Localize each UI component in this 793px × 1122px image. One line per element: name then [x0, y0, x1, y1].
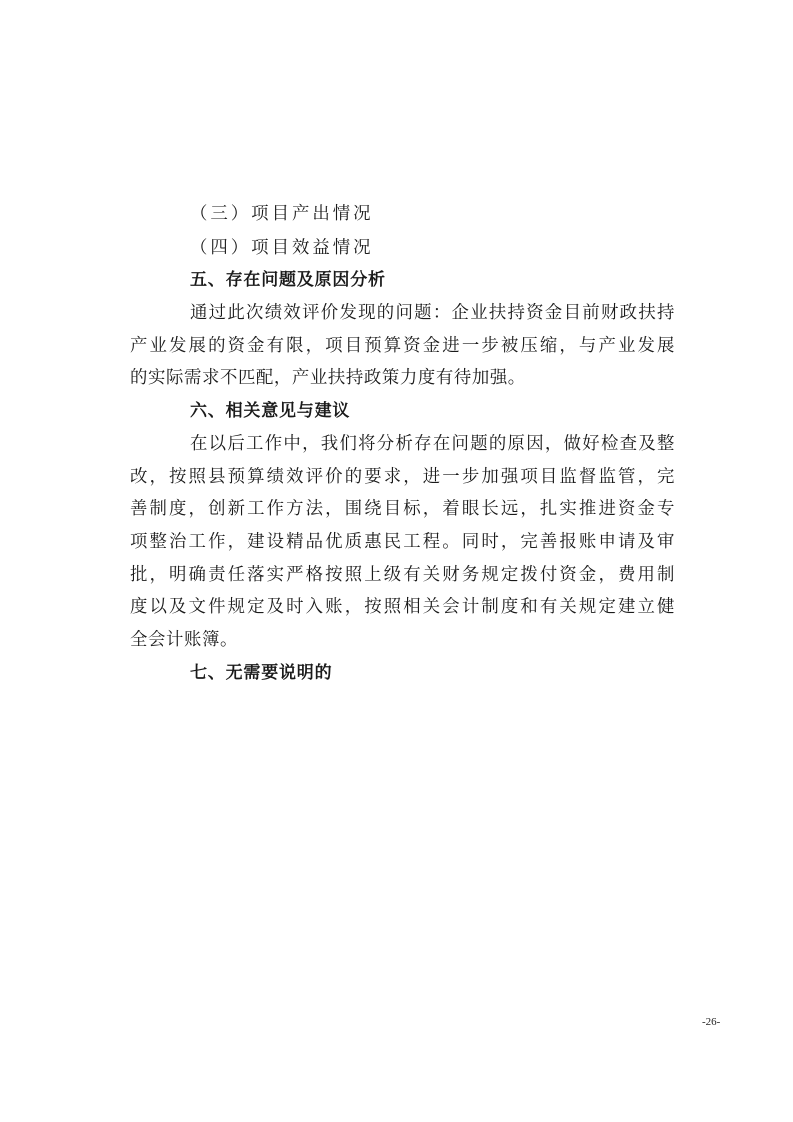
paragraph-line: 全会计账簿。	[130, 630, 238, 650]
section-heading-problems: 五、存在问题及原因分析	[190, 270, 386, 290]
subheading-project-output: （三）项目产出情况	[190, 204, 374, 224]
paragraph-line: 在以后工作中，我们将分析存在问题的原因，做好检查及整	[190, 434, 675, 454]
section-heading-no-explanation: 七、无需要说明的	[190, 663, 333, 683]
paragraph-line: 批，明确责任落实严格按照上级有关财务规定拨付资金，费用制	[130, 565, 675, 585]
paragraph-line: 度以及文件规定及时入账，按照相关会计制度和有关规定建立健	[130, 597, 675, 617]
paragraph-line: 改，按照县预算绩效评价的要求，进一步加强项目监督监管，完	[130, 467, 675, 487]
section-heading-suggestions: 六、相关意见与建议	[190, 401, 351, 421]
paragraph-line: 产业发展的资金有限，项目预算资金进一步被压缩，与产业发展	[130, 336, 675, 356]
paragraph-line: 项整治工作，建设精品优质惠民工程。同时，完善报账申请及审	[130, 532, 675, 552]
subheading-project-benefit: （四）项目效益情况	[190, 238, 374, 258]
paragraph-line: 善制度，创新工作方法，围绕目标，着眼长远，扎实推进资金专	[130, 499, 675, 519]
paragraph-line: 通过此次绩效评价发现的问题：企业扶持资金目前财政扶持	[190, 303, 675, 323]
page-number: -26-	[702, 1016, 721, 1028]
paragraph-line: 的实际需求不匹配，产业扶持政策力度有待加强。	[130, 368, 526, 388]
